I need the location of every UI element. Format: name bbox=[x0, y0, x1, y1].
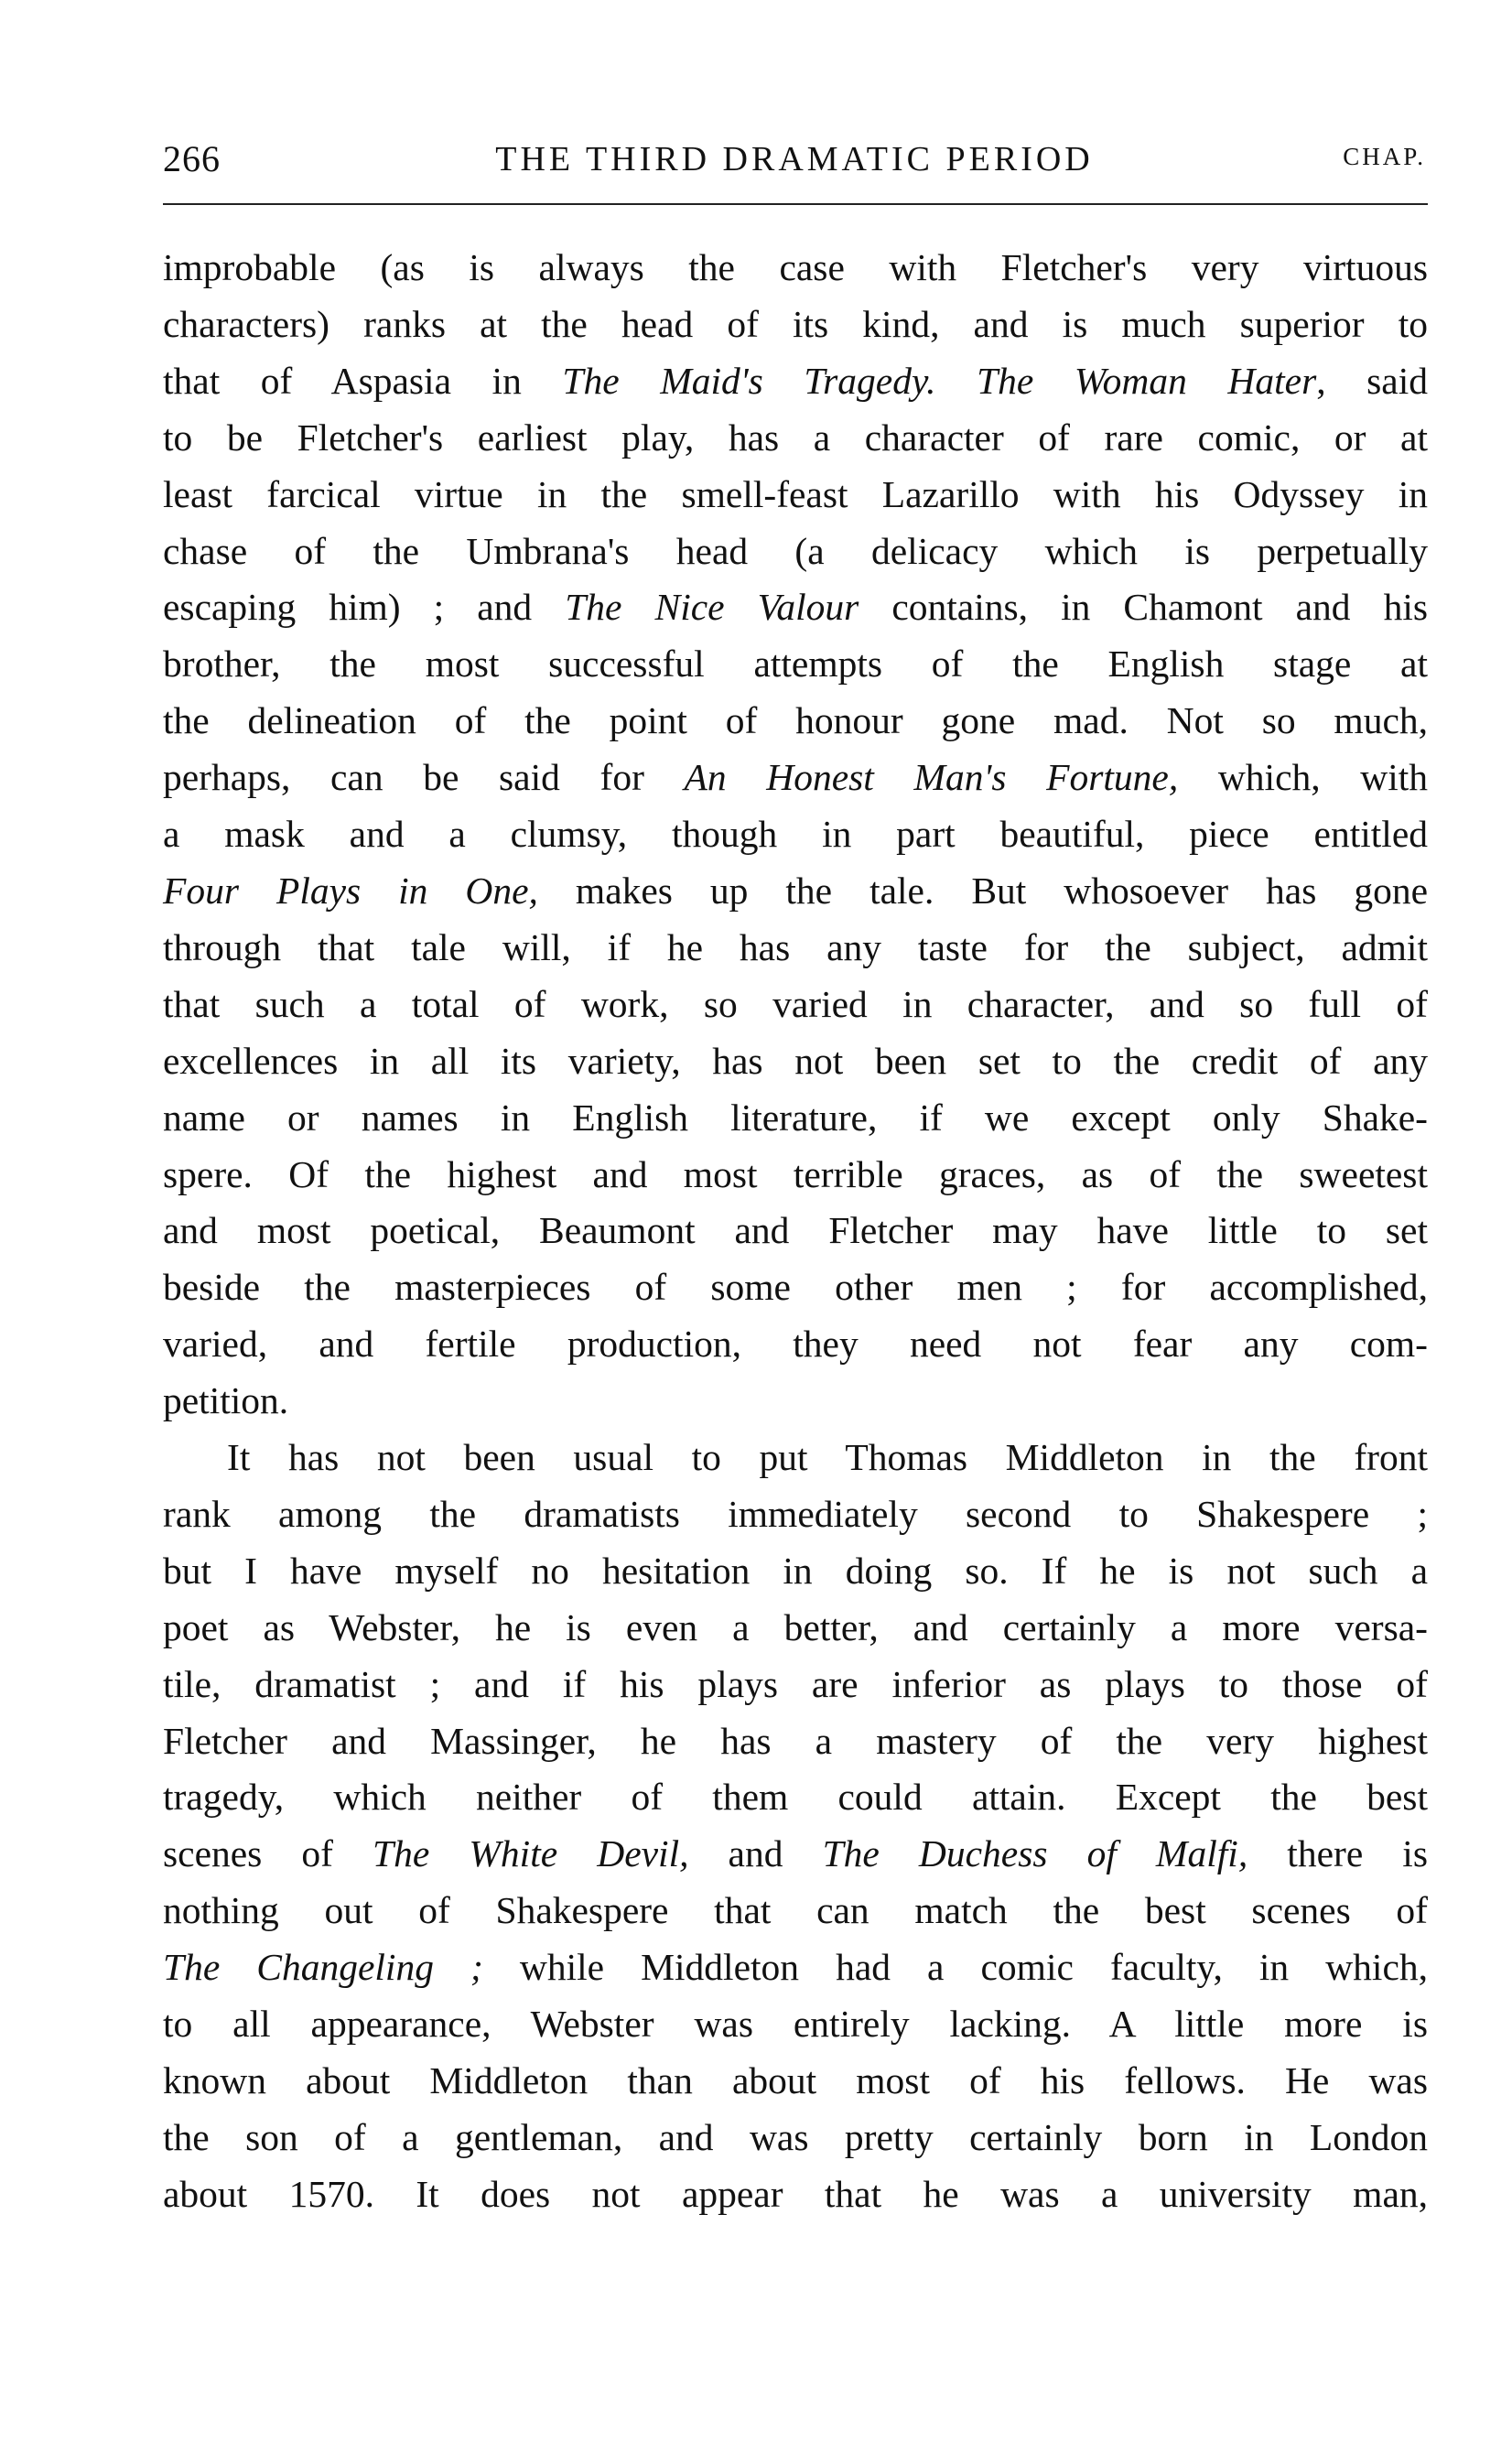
play-title: Four Plays in One, bbox=[163, 869, 538, 912]
text-line: improbable (as is always the case with Fletcher's very virtuous bbox=[163, 246, 1428, 288]
play-title: The Duchess of Malfi, bbox=[822, 1832, 1248, 1875]
text-span: makes up the tale. But whosoever has gone bbox=[537, 869, 1428, 912]
text-line: excellences in all its variety, has not been set to the credit of any bbox=[163, 1039, 1428, 1082]
text-line: that such a total of work, so varied in character, and so full of bbox=[163, 982, 1428, 1025]
running-title: THE THIRD DRAMATIC PERIOD bbox=[495, 140, 1094, 178]
text-line: chase of the Umbrana's head (a delicacy which is perpetually bbox=[163, 529, 1428, 572]
text-line bbox=[163, 863, 1428, 920]
play-title: The Nice Valour bbox=[565, 586, 859, 629]
text-line: petition. bbox=[163, 1379, 289, 1422]
text-line: the delineation of the point of honour gone mad. Not so much, bbox=[163, 699, 1428, 742]
text-span: and bbox=[688, 1832, 823, 1875]
text-line bbox=[163, 1826, 1428, 1883]
text-line: Fletcher and Massinger, he has a mastery of the very highest bbox=[163, 1719, 1428, 1762]
paragraph bbox=[163, 240, 1428, 1430]
text-line: varied, and fertile production, they need not fear any com- bbox=[163, 1323, 1428, 1366]
text-line: but I have myself no hesitation in doing so. If he is not such a bbox=[163, 1549, 1428, 1592]
text-span: , said bbox=[1316, 359, 1428, 402]
body-text bbox=[163, 240, 1428, 2223]
text-line: It has not been usual to put Thomas Middleton in the front bbox=[227, 1436, 1428, 1479]
play-title: An Honest Man's Fortune, bbox=[684, 756, 1179, 799]
play-title: The Changeling ; bbox=[163, 1946, 483, 1989]
header-rule bbox=[163, 203, 1428, 205]
text-line: characters) ranks at the head of its kind, and is much superior to bbox=[163, 302, 1428, 345]
play-title: The Woman Hater bbox=[977, 359, 1317, 402]
paragraph bbox=[163, 1430, 1428, 2223]
text-line bbox=[163, 353, 1428, 410]
text-line: poet as Webster, he is even a better, and certainly a more versa- bbox=[163, 1605, 1428, 1648]
text-span: that of Aspasia in bbox=[163, 359, 563, 402]
text-line: and most poetical, Beaumont and Fletcher may have little to set bbox=[163, 1209, 1428, 1252]
text-line: spere. Of the highest and most terrible graces, as of the sweetest bbox=[163, 1152, 1428, 1195]
text-line: nothing out of Shakespere that can match the best scenes of bbox=[163, 1889, 1428, 1932]
play-title: The Maid's Tragedy. bbox=[562, 359, 936, 402]
text-span: while Middleton had a comic faculty, in which, bbox=[482, 1946, 1429, 1989]
text-line: the son of a gentleman, and was pretty certainly born in London bbox=[163, 2115, 1428, 2158]
text-line: about 1570. It does not appear that he was a university man, bbox=[163, 2172, 1428, 2215]
text-span: perhaps, can be said for bbox=[163, 756, 685, 799]
text-span bbox=[936, 360, 977, 402]
text-line bbox=[163, 750, 1428, 806]
text-line: least farcical virtue in the smell-feast Lazarillo with his Odyssey in bbox=[163, 472, 1428, 515]
text-line: through that tale will, if he has any taste for the subject, admit bbox=[163, 925, 1428, 968]
page-number: 266 bbox=[163, 138, 221, 179]
text-line: tragedy, which neither of them could attain. Except the best bbox=[163, 1776, 1428, 1819]
text-line bbox=[163, 579, 1428, 636]
play-title: The White Devil, bbox=[373, 1832, 689, 1875]
text-line: to be Fletcher's earliest play, has a character of rare comic, or at bbox=[163, 416, 1428, 459]
running-header bbox=[163, 137, 1426, 192]
chapter-label: CHAP. bbox=[1343, 143, 1426, 170]
text-span: escaping him) ; and bbox=[163, 586, 566, 629]
text-line: rank among the dramatists immediately second to Shakespere ; bbox=[163, 1492, 1428, 1535]
text-span: contains, in Chamont and his bbox=[859, 586, 1428, 629]
text-line: a mask and a clumsy, though in part beautiful, piece entitled bbox=[163, 813, 1428, 856]
text-span: scenes of bbox=[163, 1832, 373, 1875]
text-line: beside the masterpieces of some other men ; for accomplished, bbox=[163, 1266, 1428, 1309]
text-line: name or names in English literature, if we except only Shake- bbox=[163, 1096, 1428, 1139]
text-line: brother, the most successful attempts of the English stage at bbox=[163, 643, 1428, 686]
text-line bbox=[163, 1939, 1428, 1996]
text-line: known about Middleton than about most of his fellows. He was bbox=[163, 2059, 1428, 2101]
text-line: to all appearance, Webster was entirely lacking. A little more is bbox=[163, 2003, 1428, 2046]
text-span: there is bbox=[1247, 1832, 1428, 1875]
text-span: which, with bbox=[1178, 756, 1429, 799]
text-line: tile, dramatist ; and if his plays are inferior as plays to those of bbox=[163, 1662, 1428, 1705]
